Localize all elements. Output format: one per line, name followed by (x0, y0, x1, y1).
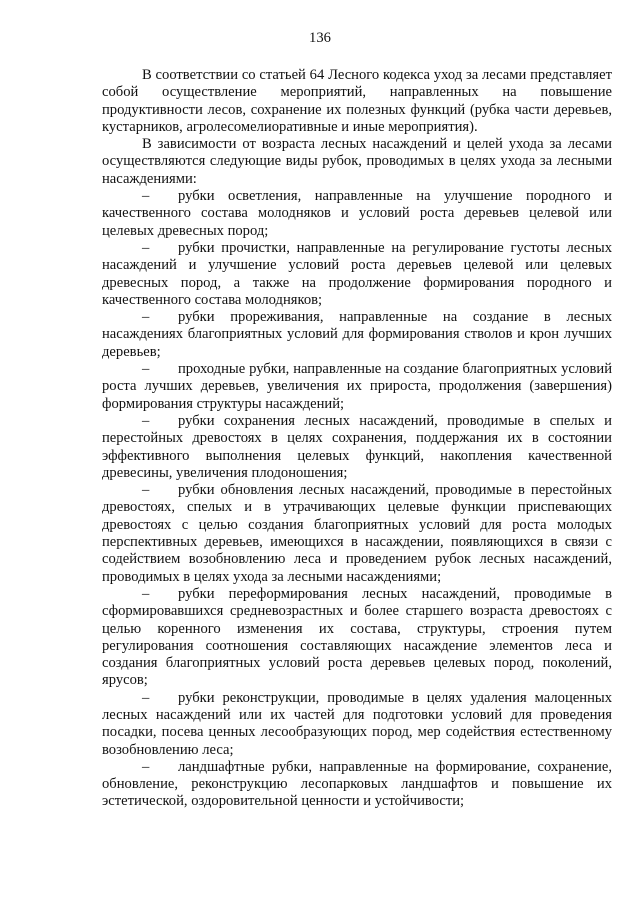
list-item-text: рубки переформирования лесных насаждений, проводимые в сформировавшихся средневозрастных и более старшего возраста древостоях с целью коренного изменения их состава, структуры, строения путем регулирования соотношения составляющих насаждение элементов леса и создания благоприятных условий роста деревьев целевых пород, поколений, ярусов; (102, 585, 612, 689)
dash-marker: – (142, 482, 150, 499)
dash-marker: – (142, 689, 150, 706)
list-item (102, 188, 612, 240)
list-item-text: рубки прочистки, направленные на регулирование густоты лесных насаждений и улучшение условий роста деревьев целевой или целевых древесных пород, а также на продолжение формирования породного и качественного состава молодняков; (102, 239, 612, 308)
page-body (102, 67, 612, 811)
list-item (102, 361, 612, 413)
page-number: 136 (309, 30, 331, 46)
dash-marker: – (142, 239, 150, 256)
paragraph: В соответствии со статьей 64 Лесного кодекса уход за лесами представляет собой осуществление мероприятий, направленных на повышение продуктивности лесов, сохранение их полезных функций (рубка части деревьев, кустарников, агролесомелиоративные и иные мероприятия). (102, 67, 612, 135)
list-item-text: рубки прореживания, направленные на создание в лесных насаждениях благоприятных условий для формирования стволов и крон лучших деревьев; (102, 309, 612, 360)
list-item-text: рубки обновления лесных насаждений, проводимые в перестойных древостоях, спелых и в утрачивающих целевые функции приспевающих древостоях с целью создания благоприятных условий для роста молодых перспективных деревьев, имеющихся в насаждении, появляющихся в связи с содействием возобновлению леса и проведением рубок лесных насаждений, проводимых в целях ухода за лесными насаждениями; (102, 482, 612, 585)
list-item (102, 309, 612, 361)
list-item-text: рубки сохранения лесных насаждений, проводимые в спелых и перестойных древостоях в целях сохранения, поддержания их в состоянии эффективного выполнения целевых функций, накопления качественной древесины, увеличения плодоношения; (102, 412, 612, 481)
list-item (102, 759, 612, 811)
list-item-text: ландшафтные рубки, направленные на формирование, сохранение, обновление, реконструкцию лесопарковых ландшафтов и повышение их эстетической, оздоровительной ценности и устойчивости; (102, 758, 612, 810)
list-item (102, 482, 612, 586)
list-item (102, 240, 612, 309)
list-item-text: рубки реконструкции, проводимые в целях удаления малоценных лесных насаждений или их частей для подготовки условий для проведения посадки, посева ценных лесообразующих пород, мер содействия естественному возобновлению леса; (102, 689, 612, 758)
list-item (102, 690, 612, 759)
dash-marker: – (142, 585, 150, 602)
dash-marker: – (142, 188, 150, 205)
list-item-text: проходные рубки, направленные на создание благоприятных условий роста лучших деревьев, увеличения их прироста, продолжения (завершения) формирования структуры насаждений; (102, 361, 612, 412)
dash-marker: – (142, 758, 150, 775)
list-item (102, 586, 612, 690)
dash-marker: – (142, 361, 150, 378)
list-item (102, 413, 612, 482)
list-item-text: рубки осветления, направленные на улучшение породного и качественного состава молодняков и условий роста деревьев целевой или целевых древесных пород; (102, 188, 612, 239)
dash-marker: – (142, 309, 150, 326)
paragraph: В зависимости от возраста лесных насаждений и целей ухода за лесами осуществляются следующие виды рубок, проводимых в целях ухода за лесными насаждениями: (102, 136, 612, 187)
dash-marker: – (142, 412, 150, 429)
